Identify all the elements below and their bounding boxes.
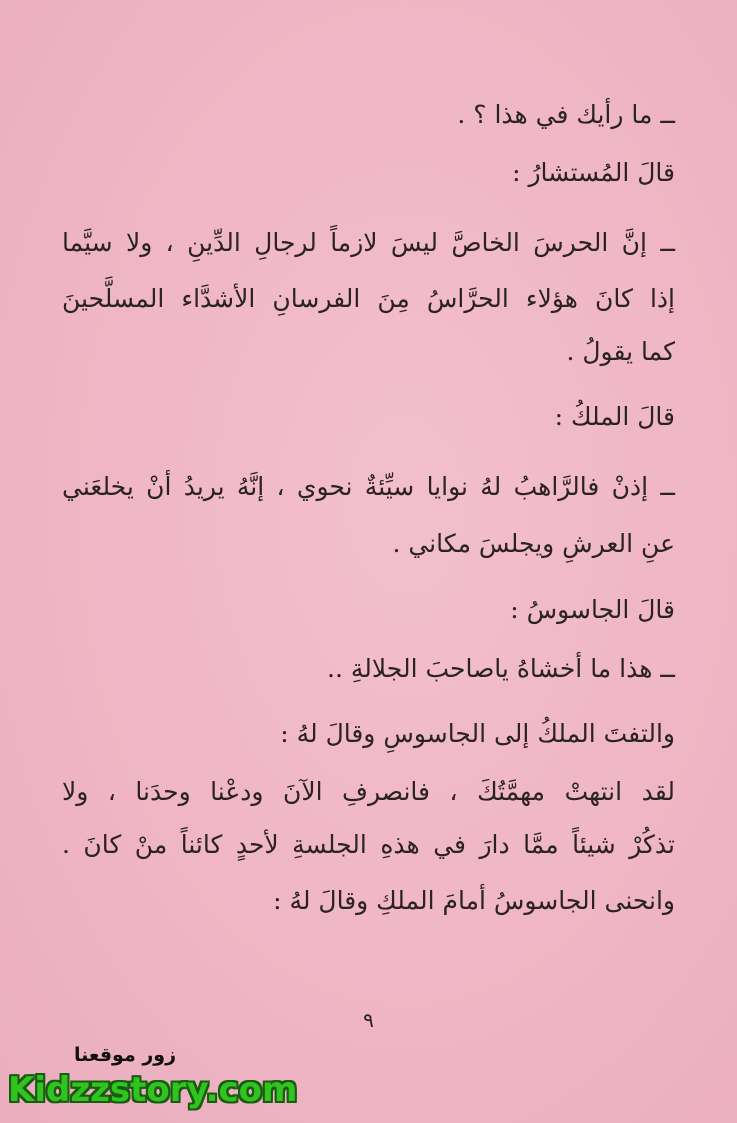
text-line-3: ــ إنَّ الحرسَ الخاصَّ ليسَ لازماً لرجالِ الدِّينِ ، ولا سيَّما bbox=[62, 228, 675, 257]
text-line-13: تذكُرْ شيئاً ممَّا دارَ في هذهِ الجلسةِ لأحدٍ كائناً منْ كانَ . bbox=[62, 830, 675, 859]
text-line-11: والتفتَ الملكُ إلى الجاسوسِ وقالَ لهُ : bbox=[280, 719, 675, 748]
text-line-10: ــ هذا ما أخشاهُ ياصاحبَ الجلالةِ .. bbox=[327, 654, 675, 683]
text-line-4: إذا كانَ هؤلاء الحرَّاسُ مِنَ الفرسانِ الأشدَّاء المسلَّحينَ bbox=[62, 284, 675, 313]
text-line-5: كما يقولُ . bbox=[566, 337, 675, 366]
text-line-12: لقد انتهتْ مهمَّتُكَ ، فانصرفِ الآنَ ودعْنا وحدَنا ، ولا bbox=[62, 777, 675, 806]
text-line-14: وانحنى الجاسوسُ أمامَ الملكِ وقالَ لهُ : bbox=[273, 886, 675, 915]
watermark-site-logo: Kidzzstory.com bbox=[8, 1070, 298, 1110]
text-line-8: عنِ العرشِ ويجلسَ مكاني . bbox=[392, 529, 675, 558]
page-number: ٩ bbox=[363, 1008, 374, 1032]
text-line-9: قالَ الجاسوسُ : bbox=[510, 595, 675, 624]
text-line-1: ــ ما رأيك في هذا ؟ . bbox=[457, 100, 675, 129]
text-line-2: قالَ المُستشارُ : bbox=[512, 158, 675, 187]
text-line-7: ــ إذنْ فالرَّاهبُ لهُ نوايا سيِّئةٌ نحوي ، إنَّهُ يريدُ أنْ يخلعَني bbox=[62, 472, 675, 501]
text-line-6: قالَ الملكُ : bbox=[554, 402, 675, 431]
watermark-arabic-text: زور موقعنا bbox=[74, 1044, 177, 1066]
